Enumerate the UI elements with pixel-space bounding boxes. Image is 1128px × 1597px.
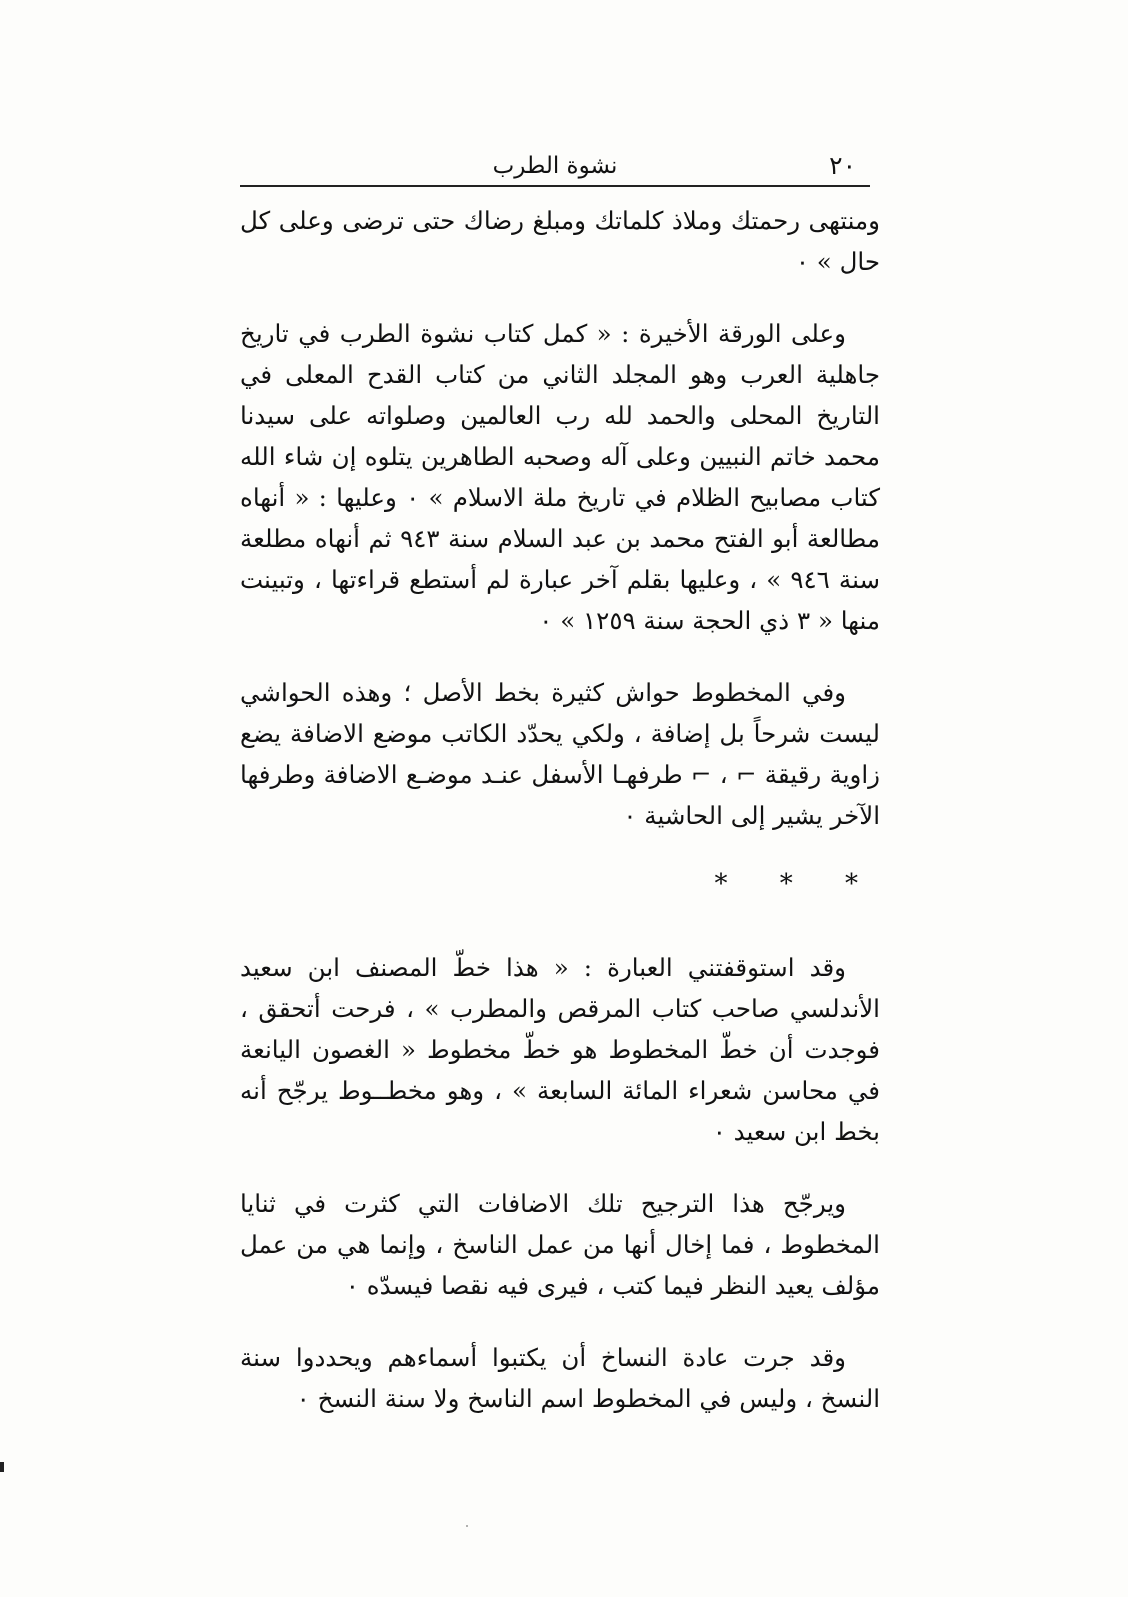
running-title: نشوة الطرب [492, 153, 618, 179]
scan-margin-mark [0, 1462, 4, 1472]
paragraph-5: ويرجّح هذا الترجيح تلك الاضافات التي كثرت في ثنايا المخطوط ، فما إخال أنها من عمل الناسخ ، وإنما هي من عمل مؤلف يعيد النظر فيما كتب ، فيرى فيه نقصا فيسدّه ٠ [240, 1189, 880, 1300]
section-divider: * * * [714, 869, 880, 899]
body-text [240, 200, 880, 1450]
paragraph-2: وعلى الورقة الأخيرة : « كمل كتاب نشوة الطرب في تاريخ جاهلية العرب وهو المجلد الثاني من كتاب القدح المعلى في التاريخ المحلى والحمد لله رب العالمين وصلواته على سيدنا محمد خاتم النبيين وعلى آله وصحبه الطاهرين يتلوه إن شاء الله كتاب مصابيح الظلام في تاريخ ملة الاسلام » ٠ وعليها : « أنهاه مطالعة أبو الفتح محمد بن عبد السلام سنة ٩٤٣ ثم أنهاه مطلعة سنة ٩٤٦ » ، وعليها بقلم آخر عبارة لم أستطع قراءتها ، وتبينت منها « ٣ ذي الحجة سنة ١٢٥٩ » ٠ [240, 319, 880, 635]
paragraph-4: وقد استوقفتني العبارة : « هذا خطّ المصنف ابن سعيد الأندلسي صاحب كتاب المرقص والمطرب » ، فرحت أتحقق ، فوجدت أن خطّ المخطوط هو خطّ مخطوط « الغصون اليانعة في محاسن شعراء المائة السابعة » ، وهو مخطــوط يرجّح أنه بخط ابن سعيد ٠ [240, 953, 880, 1146]
paragraph-3: وفي المخطوط حواش كثيرة بخط الأصل ؛ وهذه الحواشي ليست شرحاً بل إضافة ، ولكي يحدّد الكاتب موضع الاضافة يضع زاوية رقيقة ⌐ ، ⌐ طرفهـا الأسفل عنـد موضـع الاضافة وطرفها الآخر يشير إلى الحاشية ٠ [240, 678, 880, 830]
page-header [240, 150, 870, 190]
page-number: ٢٠ [829, 151, 856, 180]
paragraph-6: وقد جرت عادة النساخ أن يكتبوا أسماءهم ويحددوا سنة النسخ ، وليس في المخطوط اسم الناسخ ولا سنة النسخ ٠ [240, 1343, 880, 1413]
paragraph-1: ومنتهى رحمتك وملاذ كلماتك ومبلغ رضاك حتى ترضى وعلى كل حال » ٠ [240, 206, 880, 276]
header-rule [240, 185, 870, 187]
scan-speck [466, 1525, 468, 1527]
